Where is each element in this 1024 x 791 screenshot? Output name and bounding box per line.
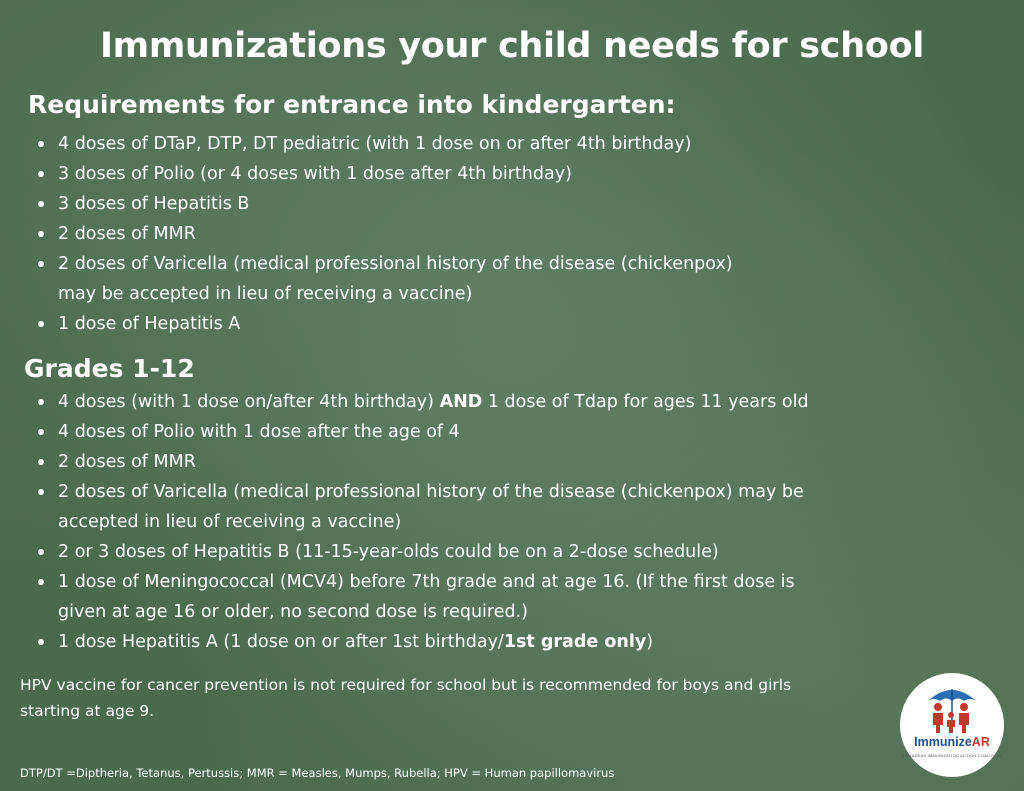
logo-name: ImmunizeAR (914, 735, 990, 749)
list-item (36, 567, 916, 627)
list-item: 2 or 3 doses of Hepatitis B (11-15-year-olds could be on a 2-dose schedule) (36, 537, 916, 567)
list-item-text: 1 dose of Tdap for ages 11 years old (482, 392, 809, 412)
list-item-line: 2 doses of Varicella (medical professional history of the disease (chickenpox) may be (58, 482, 804, 502)
list-item-line: 2 doses of Varicella (medical professional history of the disease (chickenpox) (58, 254, 733, 274)
list-item (36, 477, 916, 537)
hpv-note (20, 672, 900, 724)
list-item: 4 doses of DTaP, DTP, DT pediatric (with 1 dose on or after 4th birthday) (36, 129, 916, 159)
hpv-note-line: HPV vaccine for cancer prevention is not required for school but is recommended for boys and girls (20, 676, 792, 694)
list-item-text: ) (646, 632, 654, 652)
logo-subtitle: ARKANSAS IMMUNIZATION ACTION COALITION (902, 753, 1002, 758)
hpv-note-line: starting at age 9. (20, 702, 155, 720)
list-item: 2 doses of MMR (36, 219, 916, 249)
list-item-line: accepted in lieu of receiving a vaccine) (58, 512, 402, 532)
list-item-line: given at age 16 or older, no second dose is required.) (58, 602, 528, 622)
grades-heading: Grades 1-12 (24, 354, 195, 383)
list-item (36, 249, 916, 309)
footnote: DTP/DT =Diptheria, Tetanus, Pertussis; MMR = Measles, Mumps, Rubella; HPV = Human papillomavirus (20, 766, 615, 780)
umbrella-family-icon (900, 673, 1004, 777)
grades-list (36, 387, 916, 657)
list-item (36, 627, 916, 657)
immunize-ar-logo (900, 673, 1004, 777)
list-item: 4 doses of Polio with 1 dose after the age of 4 (36, 417, 916, 447)
list-item-line: may be accepted in lieu of receiving a vaccine) (58, 284, 473, 304)
page-title: Immunizations your child needs for school (99, 26, 925, 66)
list-item: 3 doses of Polio (or 4 doses with 1 dose after 4th birthday) (36, 159, 916, 189)
list-item: 2 doses of MMR (36, 447, 916, 477)
list-item: 1 dose of Hepatitis A (36, 309, 916, 339)
list-item: 3 doses of Hepatitis B (36, 189, 916, 219)
list-item-text: 4 doses (with 1 dose on/after 4th birthday) (58, 392, 440, 412)
kindergarten-heading: Requirements for entrance into kindergarten: (28, 90, 676, 119)
kindergarten-list (36, 129, 916, 339)
list-item (36, 387, 916, 417)
emphasis-text: 1st grade only (503, 632, 647, 652)
emphasis-text: AND (439, 392, 483, 412)
list-item-line: 1 dose of Meningococcal (MCV4) before 7th grade and at age 16. (If the first dose is (58, 572, 795, 592)
list-item-text: 1 dose Hepatitis A (1 dose on or after 1st birthday/ (58, 632, 504, 652)
